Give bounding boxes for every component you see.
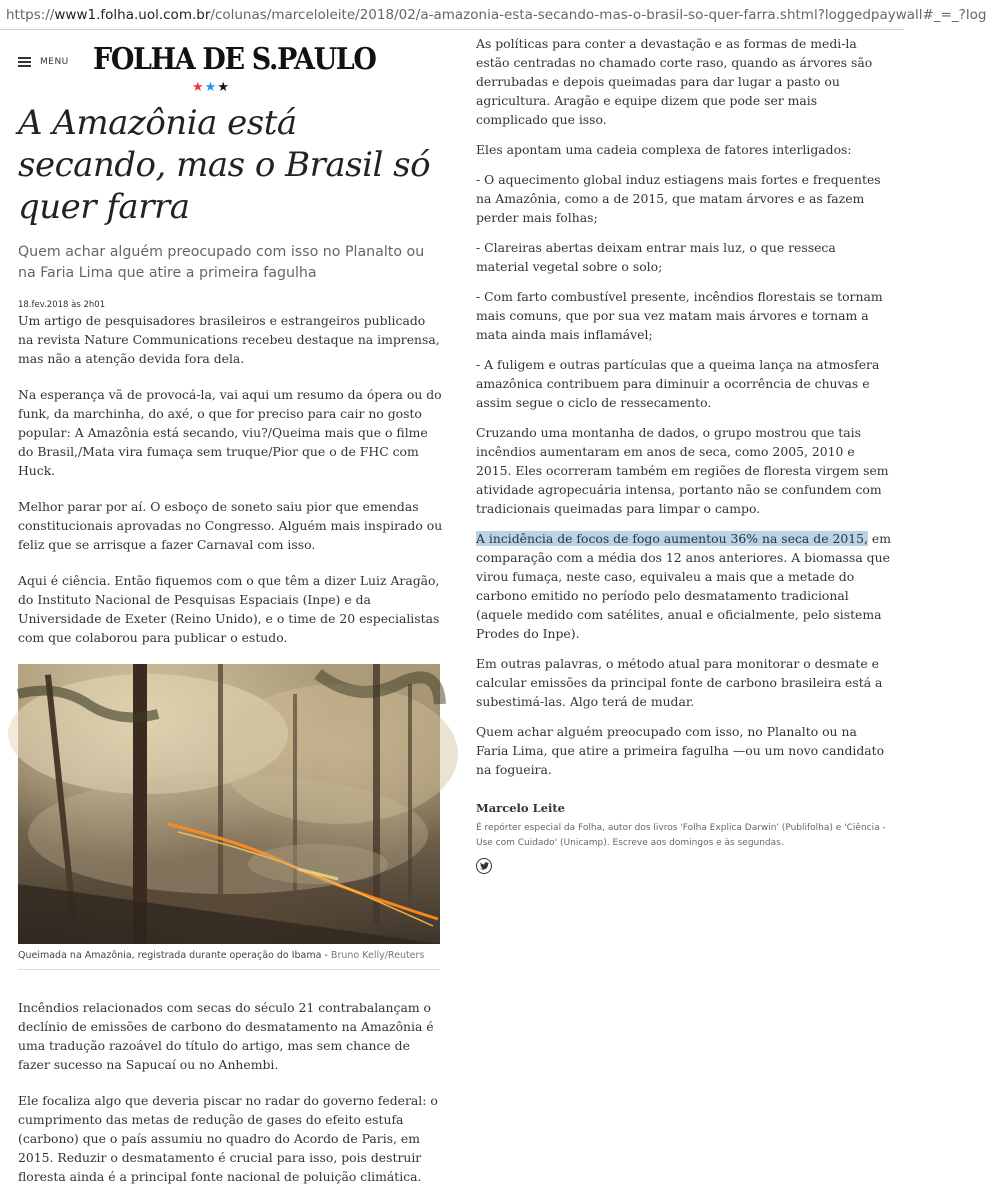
url-domain: www1.folha.uol.com.br: [54, 7, 211, 23]
author-name[interactable]: Marcelo Leite: [476, 801, 566, 815]
photo-caption: [18, 950, 440, 970]
article-subtitle: Quem achar alguém preocupado com isso no Planalto ou na Faria Lima que atire a primeira fagulha: [18, 244, 425, 281]
folha-logo[interactable]: FOLHA DE S.PAULO: [93, 42, 376, 77]
star-icon: ★: [217, 80, 230, 95]
article-paragraph: Aqui é ciência. Então fiquemos com o que têm a dizer Luiz Aragão, do Instituto Nacional de Pesquisas Espaciais (Inpe) e da Universidade de Exeter (Reino Unido), e o time de 20 especialistas com que colaborou para publicar o estudo.: [18, 573, 440, 645]
article-photo: [18, 664, 440, 944]
photo-credit: Bruno Kelly/Reuters: [330, 950, 425, 961]
url-text[interactable]: [6, 7, 986, 23]
article-paragraph: Cruzando uma montanha de dados, o grupo mostrou que tais incêndios aumentaram em anos de seca, como 2005, 2010 e 2015. Eles ocorreram também em regiões de floresta virgem sem atividade agropecuária intensa, portanto não se confundem com tradicionais queimadas para limpar o campo.: [476, 425, 889, 516]
left-column: [18, 34, 443, 1203]
article-date: 18.fev.2018 às 2h01: [18, 300, 106, 310]
article-paragraph: Um artigo de pesquisadores brasileiros e estrangeiros publicado na revista Nature Communications recebeu destaque na imprensa, mas não a atenção devida fora dela.: [18, 313, 440, 366]
article-paragraph: - O aquecimento global induz estiagens mais fortes e frequentes na Amazônia, como a de 2015, que matam árvores e as fazem perder mais folhas;: [476, 172, 881, 225]
article-paragraph: - Com farto combustível presente, incêndios florestais se tornam mais comuns, que por sua vez matam mais árvores e tornam a mata ainda mais inflamável;: [476, 289, 883, 342]
article-paragraph: Eles apontam uma cadeia complexa de fatores interligados:: [476, 142, 852, 157]
twitter-icon[interactable]: [476, 858, 492, 874]
article-paragraph: Em outras palavras, o método atual para monitorar o desmate e calcular emissões da principal fonte de carbono brasileira está a subestimá-las. Algo terá de mudar.: [476, 656, 883, 709]
twitter-bird-icon: [480, 862, 489, 870]
article-paragraph: Na esperança vã de provocá-la, vai aqui um resumo da ópera ou do funk, da marchinha, do axé, o que for preciso para cair no gosto popular: A Amazônia está secando, viu?/Queima mais que o filme do Brasil,/Mata vira fumaça sem truque/Pior que o de FHC com Huck.: [18, 387, 442, 478]
hamburger-icon: [18, 57, 31, 67]
url-prefix: https://: [6, 7, 55, 23]
caption-text: Queimada na Amazônia, registrada durante operação do Ibama -: [18, 950, 331, 961]
article-paragraph: - Clareiras abertas deixam entrar mais luz, o que resseca material vegetal sobre o solo;: [476, 240, 836, 274]
article-paragraph: As políticas para conter a devastação e as formas de medi-la estão centradas no chamado corte raso, quando as árvores são derrubadas e depois queimadas para dar lugar a pasto ou agricultura. Aragão e equipe dizem que pode ser mais complicado que isso.: [476, 36, 873, 127]
paragraph-text: em comparação com a média dos 12 anos anteriores. A biomassa que virou fumaça, neste caso, equivaleu a mais que a metade do carbono emitido no período pelo desmatamento tradicional (aquele medido com satélites, anual e oficialmente, pelo sistema Prodes do Inpe).: [476, 531, 891, 641]
article-paragraph-highlighted: [476, 529, 892, 643]
site-header: [18, 34, 443, 94]
article-paragraph: - A fuligem e outras partículas que a queima lança na atmosfera amazônica contribuem para diminuir a ocorrência de chuvas e assim segue o ciclo de ressecamento.: [476, 357, 880, 410]
url-path: /colunas/marceloleite/2018/02/a-amazonia-esta-secando-mas-o-brasil-so-quer-farra.shtml?loggedpaywall#_=_?log: [210, 7, 986, 23]
article-paragraph: Ele focaliza algo que deveria piscar no radar do governo federal: o cumprimento das metas de redução de gases do efeito estufa (carbono) que o país assumiu no quadro do Acordo de Paris, em 2015. Reduzir o desmatamento é crucial para isso, pois destruir floresta ainda é a principal fonte nacional de poluição climática.: [18, 1093, 438, 1184]
right-column: [476, 34, 892, 874]
address-bar[interactable]: [0, 0, 986, 30]
logo-stars: [192, 80, 230, 95]
article-title: A Amazônia está secando, mas o Brasil só quer farra: [18, 103, 431, 227]
article-paragraph: Incêndios relacionados com secas do século 21 contrabalançam o declínio de emissões de carbono do desmatamento na Amazônia é uma tradução razoável do título do artigo, mas sem chance de fazer sucesso na Sapucaí ou no Anhembi.: [18, 1000, 434, 1072]
menu-button[interactable]: [18, 57, 69, 67]
author-description: É repórter especial da Folha, autor dos livros 'Folha Explica Darwin' (Publifolha) e 'Ciência - Use com Cuidado' (Unicamp). Escreve aos domingos e às segundas.: [476, 823, 886, 848]
article-paragraph: Melhor parar por aí. O esboço de soneto saiu pior que emendas constitucionais aprovadas no Congresso. Alguém mais inspirado ou feliz que se arrisque a fazer Carnaval com isso.: [18, 499, 443, 552]
burning-forest-image: [18, 664, 440, 944]
article-paragraph: Quem achar alguém preocupado com isso, no Planalto ou na Faria Lima, que atire a primeira fagulha —ou um novo candidato na fogueira.: [476, 724, 885, 777]
menu-label: MENU: [40, 57, 69, 67]
star-icon: ★: [204, 80, 218, 95]
star-icon: ★: [192, 80, 205, 95]
text-selection[interactable]: A incidência de focos de fogo aumentou 36% na seca de 2015,: [476, 531, 868, 546]
